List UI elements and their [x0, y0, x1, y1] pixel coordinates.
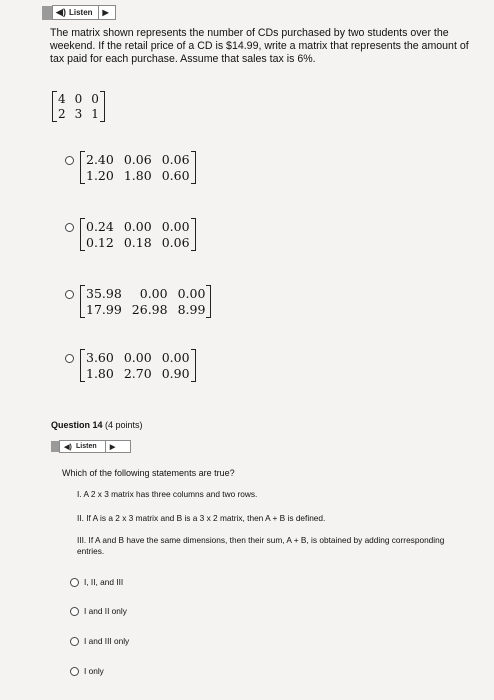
given-matrix [52, 92, 105, 121]
matrix-cell: 0.00 [123, 219, 152, 234]
play-icon[interactable]: ▶ [98, 6, 113, 19]
radio-button[interactable] [65, 354, 74, 363]
left-grey-marker [51, 441, 59, 452]
matrix-cell: 0.00 [139, 286, 168, 301]
matrix-cell: 0 [91, 92, 99, 106]
listen-button[interactable] [52, 5, 116, 20]
matrix-cell: 3.60 [86, 350, 114, 365]
radio-button[interactable] [70, 607, 79, 616]
q13-option-a[interactable] [65, 152, 196, 183]
q14-option-b[interactable] [70, 606, 127, 617]
matrix-cell: 1.80 [86, 366, 114, 381]
left-grey-marker [42, 6, 52, 20]
matrix-cell: 0.12 [86, 235, 114, 250]
matrix-cell: 8.99 [177, 302, 206, 317]
statement-2: II. If A is a 2 x 3 matrix and B is a 3 x 2 matrix, then A + B is defined. [77, 513, 326, 523]
q13-option-d[interactable] [65, 350, 196, 381]
q14-option-d[interactable] [70, 666, 104, 677]
radio-button[interactable] [70, 578, 79, 587]
matrix-cell: 0.06 [161, 235, 190, 250]
speaker-icon: ◀) [64, 443, 72, 451]
listen-button[interactable] [59, 440, 131, 453]
matrix-cell: 0.24 [86, 219, 114, 234]
matrix-cell: 35.98 [86, 286, 122, 301]
matrix-cell: 0.00 [161, 219, 190, 234]
radio-button[interactable] [70, 667, 79, 676]
play-icon[interactable]: ▶ [105, 441, 120, 452]
matrix-cell: 0.06 [161, 152, 190, 167]
matrix-cell: 1.80 [123, 168, 152, 183]
question-14-text: Which of the following statements are true? [62, 468, 235, 478]
statement-3: III. If A and B have the same dimensions, then their sum, A + B, is obtained by adding corresponding entries. [77, 535, 445, 556]
matrix-cell: 0.00 [161, 350, 190, 365]
listen-label: Listen [69, 8, 93, 17]
q14-option-a[interactable] [70, 577, 123, 588]
matrix-cell: 0.00 [177, 286, 206, 301]
matrix-cell: 2 [58, 107, 66, 121]
question-14-title: Question 14 [51, 420, 103, 430]
radio-button[interactable] [70, 637, 79, 646]
option-label: I and III only [84, 636, 130, 646]
option-label: I only [84, 666, 104, 676]
statement-1: I. A 2 x 3 matrix has three columns and two rows. [77, 489, 258, 499]
speaker-icon: ◀) [56, 7, 66, 17]
matrix-cell: 0.06 [123, 152, 152, 167]
matrix-cell: 0.90 [161, 366, 190, 381]
listen-label: Listen [76, 443, 97, 450]
matrix-cell: 0 [74, 92, 83, 106]
option-label: I, II, and III [84, 577, 124, 587]
matrix-cell: 4 [58, 92, 66, 106]
q14-option-c[interactable] [70, 636, 129, 647]
option-matrix [80, 286, 211, 317]
matrix-cell: 0.60 [161, 168, 190, 183]
radio-button[interactable] [65, 156, 74, 165]
question-14-header [51, 420, 143, 430]
matrix-cell: 26.98 [131, 302, 168, 317]
option-label: I and II only [84, 606, 127, 616]
matrix-cell: 1.20 [86, 168, 114, 183]
question-14-points: (4 points) [105, 420, 143, 430]
q13-option-c[interactable] [65, 286, 211, 317]
matrix-cell: 2.70 [123, 366, 152, 381]
matrix-cell: 0.00 [123, 350, 152, 365]
question-13-text: The matrix shown represents the number of CDs purchased by two students over the weekend. If the retail price of a CD is $14.99, write a matrix that represents the amount of tax paid for each purchase. Assume that sales tax is 6%. [50, 27, 469, 65]
matrix-cell: 3 [74, 107, 83, 121]
option-matrix [80, 152, 196, 183]
option-matrix [80, 350, 196, 381]
matrix-cell: 17.99 [86, 302, 122, 317]
radio-button[interactable] [65, 290, 74, 299]
matrix-cell: 0.18 [123, 235, 152, 250]
q13-option-b[interactable] [65, 219, 196, 250]
matrix-cell: 2.40 [86, 152, 114, 167]
radio-button[interactable] [65, 223, 74, 232]
matrix-cell: 1 [91, 107, 99, 121]
option-matrix [80, 219, 196, 250]
